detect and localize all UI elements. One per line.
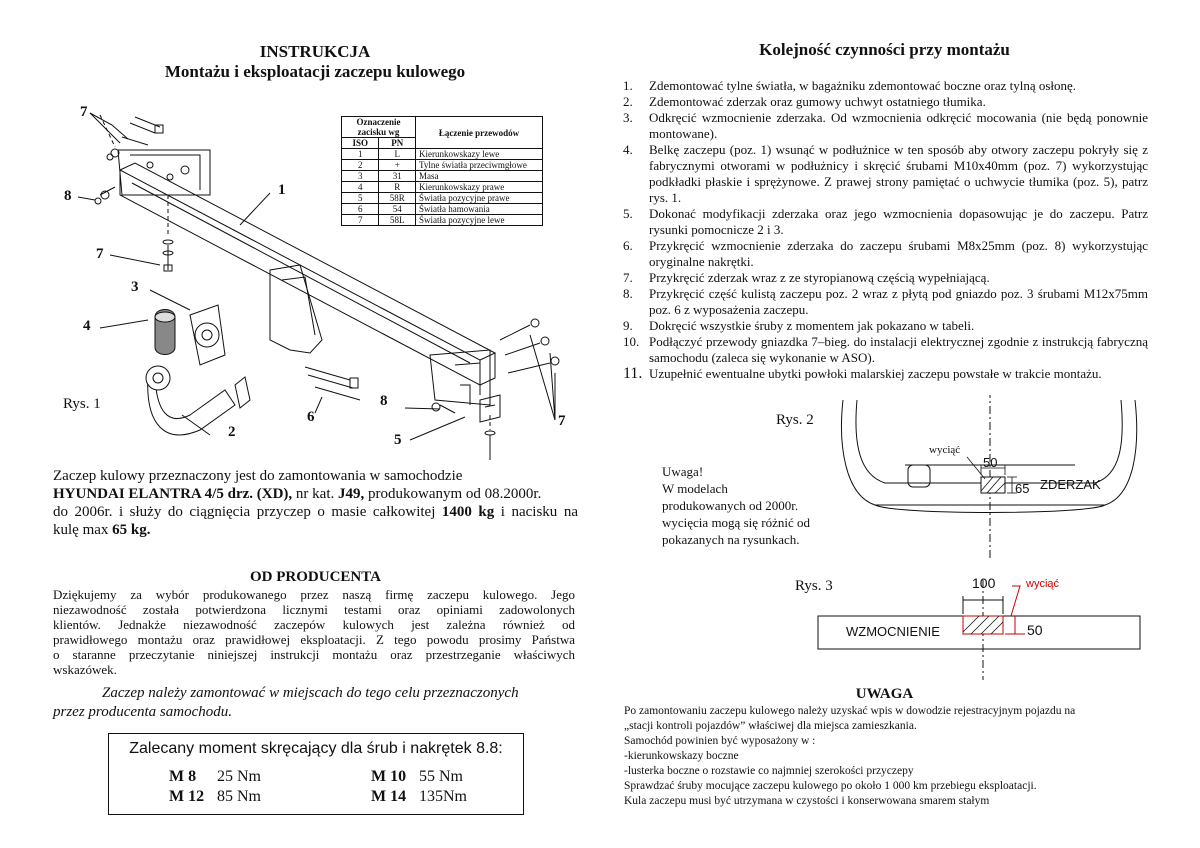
procedure-title: Kolejność czynności przy montażu: [759, 40, 1010, 59]
vehicle-line-4-start: kulę max: [53, 522, 113, 538]
uwaga-line: Po zamontowaniu zaczepu kulowego należy uzyskać wpis w dowodzie rejestracyjnym pojazdu na: [624, 705, 1076, 717]
producer-line: wskazówek.: [53, 662, 117, 677]
step-number: 1.: [623, 78, 633, 93]
step-number: 5.: [623, 206, 633, 221]
figure-label-rys3: Rys. 3: [795, 578, 833, 594]
wiring-desc: Kierunkowskazy prawe: [416, 182, 543, 193]
producer-line: niezawodność została potwierdzona licznymi testami oraz opiniami zadowolonych: [53, 602, 575, 617]
producer-line: Dziękujemy za wybór produkowanego przez naszą firmę zaczepu kulowego. Jego: [53, 587, 575, 602]
step-text: Dokręcić wszystkie śruby z momentem jak pokazano w tabeli.: [649, 318, 975, 333]
part-number-7-top: 7: [80, 104, 88, 120]
torque-size: M 12: [169, 788, 205, 805]
rys3-part-label: WZMOCNIENIE: [846, 624, 940, 639]
figure-label-rys1: Rys. 1: [63, 396, 101, 412]
part-number-6: 6: [307, 409, 315, 425]
step-number: 4.: [623, 142, 633, 157]
step-text: Podłączyć przewody gniazdka 7–bieg. do instalacji elektrycznej zgodnie z instrukcją fabryczną samochodu (zaleca się wykonanie w ASO).: [649, 334, 1148, 365]
uwaga-title: UWAGA: [855, 686, 914, 702]
step-text: Przykręcić wzmocnienie zderzaka do zaczepu śrubami M8x25mm (poz. 8) wykorzystując oryginalne nakrętki.: [649, 238, 1148, 269]
torque-value: 85 Nm: [217, 788, 261, 805]
procedure-steps: [623, 78, 1148, 382]
procedure-step: [623, 286, 1148, 318]
torque-item: [169, 768, 261, 786]
part-number-7-right: 7: [558, 413, 566, 429]
part-number-8-left: 8: [64, 188, 72, 204]
procedure-step: [623, 78, 1148, 94]
catalog-number: J49,: [338, 486, 365, 502]
wiring-desc: Tylne światła przeciwmgłowe: [416, 160, 543, 171]
step-number: 2.: [623, 94, 633, 109]
rys3-height-dimension: 50: [1027, 622, 1043, 638]
vehicle-description: [53, 467, 578, 539]
vehicle-line-1: Zaczep kulowy przeznaczony jest do zamontowania w samochodzie: [53, 468, 463, 484]
procedure-step: [623, 206, 1148, 238]
vehicle-line-3-end: i nacisku na: [494, 504, 578, 520]
wiring-iso: 4: [342, 182, 379, 193]
step-number: 6.: [623, 238, 633, 253]
producer-line: klientów. Jednakże niezawodność zaczepów kulowych jest zależna również od: [53, 617, 575, 632]
instruction-title: INSTRUKCJA: [259, 42, 371, 61]
note-line: W modelach: [662, 481, 728, 496]
step-number: 3.: [623, 110, 633, 125]
torque-item: [169, 788, 261, 806]
rys3-width-dimension: 100: [972, 575, 996, 591]
step-number: 8.: [623, 286, 633, 301]
wiring-pn: +: [379, 160, 416, 171]
wiring-desc: Światła pozycyjne prawe: [416, 193, 543, 204]
producer-line: prawidłowego montażu oraz prawidłowej eksploatacji. Z tego powodu prosimy Państwa: [53, 632, 575, 647]
procedure-step: [623, 142, 1148, 206]
wiring-iso: 6: [342, 204, 379, 215]
wiring-header-iso: ISO: [342, 138, 379, 149]
note-line: Uwaga!: [662, 464, 704, 479]
torque-value: 55 Nm: [419, 768, 463, 785]
wiring-pn: L: [379, 149, 416, 160]
part-number-7-left: 7: [96, 246, 104, 262]
step-number: 10.: [623, 334, 640, 349]
wiring-desc: Kierunkowskazy lewe: [416, 149, 543, 160]
vehicle-line-3-start: do 2006r. i służy do ciągnięcia przyczep o masie całkowitej: [53, 504, 442, 520]
catalog-prefix: nr kat.: [292, 486, 338, 502]
procedure-step: [623, 334, 1148, 366]
figure-label-rys2: Rys. 2: [776, 412, 814, 428]
torque-value: 25 Nm: [217, 768, 261, 785]
production-date: produkowanym od 08.2000r.: [364, 486, 542, 502]
wiring-header-group: Oznaczenie zacisku wg: [342, 117, 416, 138]
wiring-pn: 58L: [379, 215, 416, 226]
wiring-header-desc: Łączenie przewodów: [416, 117, 543, 149]
vehicle-line-4: [53, 521, 578, 539]
torque-title: Zalecany moment skręcający dla śrub i nakrętek 8.8:: [129, 740, 503, 757]
rys2-width-dimension: 50: [983, 455, 998, 470]
torque-size: M 10: [371, 768, 407, 785]
wiring-desc: Masa: [416, 171, 543, 182]
step-number: 7.: [623, 270, 633, 285]
torque-size: M 14: [371, 788, 407, 805]
torque-item: [371, 768, 463, 786]
trailer-mass: 1400 kg: [441, 504, 495, 520]
part-number-1: 1: [278, 182, 286, 198]
wiring-iso: 5: [342, 193, 379, 204]
torque-item: [371, 788, 467, 806]
step-text: Zdemontować tylne światła, w bagażniku zdemontować boczne oraz tylną osłonę.: [649, 78, 1077, 93]
uwaga-text: [624, 704, 1149, 809]
procedure-step: [623, 110, 1148, 142]
torque-value: 135Nm: [419, 788, 467, 805]
rys2-cut-label: wyciąć: [929, 444, 961, 456]
wiring-header-pn: PN: [379, 138, 416, 149]
instruction-subtitle: Montażu i eksploatacji zaczepu kulowego: [164, 62, 466, 81]
procedure-step: [623, 238, 1148, 270]
step-number: 9.: [623, 318, 633, 333]
uwaga-line: „stacji kontroli pojazdów” właściwej dla miejsca zamieszkania.: [624, 720, 917, 732]
procedure-step: [623, 270, 1148, 286]
producer-line: o staranne przeczytanie niniejszej instrukcji montażu oraz przestrzeganie właściwych: [53, 647, 575, 662]
torque-size: M 8: [169, 768, 197, 785]
procedure-step: [623, 366, 1148, 382]
note-line: produkowanych od 2000r.: [662, 498, 799, 513]
wiring-pn: R: [379, 182, 416, 193]
step-text: Uzupełnić ewentualne ubytki powłoki malarskiej zaczepu powstałe w trakcie montażu.: [649, 366, 1102, 381]
wiring-iso: 7: [342, 215, 379, 226]
wiring-pn: 58R: [379, 193, 416, 204]
procedure-step: [623, 318, 1148, 334]
part-number-3: 3: [131, 279, 139, 295]
step-text: Przykręcić część kulistą zaczepu poz. 2 wraz z płytą pod gniazdo poz. 3 śrubami M12x75mm poz. 6 z wyposażenia zaczepu.: [649, 286, 1148, 317]
rys3-cut-label: wyciąć: [1026, 578, 1060, 590]
step-number: 11.: [623, 365, 643, 382]
wiring-desc: Światła pozycyjne lewe: [416, 215, 543, 226]
wiring-iso: 2: [342, 160, 379, 171]
uwaga-line: Sprawdzać śruby mocujące zaczepu kulowego po około 1 000 km przebiegu eksploatacji.: [624, 780, 1037, 792]
rys2-part-label: ZDERZAK: [1040, 477, 1101, 492]
mounting-note-line-2: przez producenta samochodu.: [53, 704, 233, 720]
uwaga-line: -kierunkowskazy boczne: [624, 750, 739, 762]
wiring-iso: 1: [342, 149, 379, 160]
wiring-pn: 54: [379, 204, 416, 215]
step-text: Belkę zaczepu (poz. 1) wsunąć w podłużnice w ten sposób aby otwory zaczepu pokryły się z fabrycznymi otworami w podłużnicy i skręcić śrubami M10x40mm (poz. 7) wykorzystując podkładki płaskie i sprężynowe. Z prawej strony pamiętać o uchwycie tłumika (poz. 5), patrz rys. 1.: [649, 142, 1148, 205]
note-line: wycięcia mogą się różnić od: [662, 515, 810, 530]
mounting-note-line-1: Zaczep należy zamontować w miejscach do tego celu przeznaczonych: [102, 685, 519, 701]
uwaga-line: Samochód powinien być wyposażony w :: [624, 735, 816, 747]
note-line: pokazanych na rysunkach.: [662, 532, 800, 547]
uwaga-line: -lusterka boczne o rozstawie co najmniej szerokości przyczepy: [624, 765, 914, 777]
vehicle-model: HYUNDAI ELANTRA 4/5 drz. (XD),: [53, 486, 293, 502]
rys2-height-dimension: 65: [1015, 481, 1030, 496]
wiring-iso: 3: [342, 171, 379, 182]
torque-table: [108, 733, 524, 815]
step-text: Przykręcić zderzak wraz z ze styropianową częścią wypełniającą.: [649, 270, 990, 285]
step-text: Zdemontować zderzak oraz gumowy uchwyt ostatniego tłumika.: [649, 94, 986, 109]
part-number-4: 4: [83, 318, 91, 334]
uwaga-line: Kula zaczepu musi być utrzymana w czystości i konserwowana smarem stałym: [624, 795, 990, 807]
step-text: Odkręcić wzmocnienie zderzaka. Od wzmocnienia odkręcić mocowania (nie będą ponownie montowane).: [649, 110, 1148, 141]
vehicle-line-3: [53, 503, 578, 521]
part-number-8-right: 8: [380, 393, 388, 409]
wiring-pn: 31: [379, 171, 416, 182]
part-number-2: 2: [228, 424, 236, 440]
vehicle-line-2: [53, 485, 578, 503]
part-number-5: 5: [394, 432, 402, 448]
ball-load: 65 kg.: [112, 522, 151, 538]
producer-title: OD PRODUCENTA: [250, 569, 381, 585]
procedure-step: [623, 94, 1148, 110]
step-text: Dokonać modyfikacji zderzaka oraz jego wzmocnienia dopasowując je do zaczepu. Patrz rysunki pomocnicze 2 i 3.: [649, 206, 1148, 237]
producer-text: [53, 587, 575, 677]
wiring-desc: Światła hamowania: [416, 204, 543, 215]
model-note: [662, 463, 810, 548]
